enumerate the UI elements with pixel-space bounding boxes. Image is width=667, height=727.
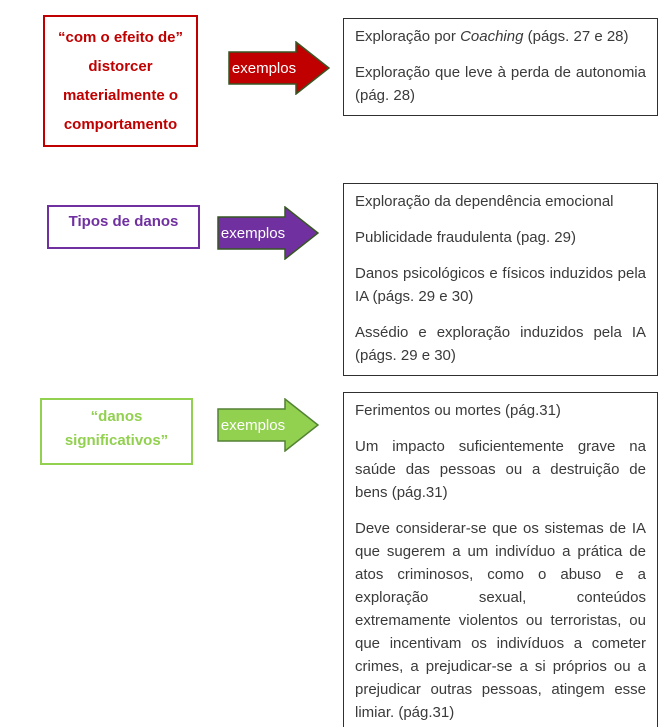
arrow-label: exemplos	[220, 224, 286, 242]
term-box-com-o-efeito-de	[43, 15, 198, 147]
exemplos-arrow-purple	[217, 206, 319, 260]
example-text	[355, 25, 646, 48]
example-text: Deve considerar-se que os sistemas de IA que sugerem a um indivíduo a prática de atos criminosos, como o abuso e a exploração sexual, conteúdos extremamente violentos ou terroristas, ou que incentivam os indivíduos a cometer crimes, a prejudicar-se a si próprios ou a prejudicar outras pessoas, atingem esse limiar. (pág.31)	[355, 520, 646, 721]
example-text-prefix: Exploração por	[355, 28, 461, 45]
exemplos-arrow-green	[217, 398, 319, 452]
arrow-label: exemplos	[231, 59, 297, 77]
term-box-label: “com o efeito de” distorcer materialmente o comportamento	[57, 29, 184, 133]
term-box-danos-significativos	[40, 398, 193, 465]
example-text: Exploração que leve à perda de autonomia (pág. 28)	[355, 64, 646, 104]
exemplos-arrow-red	[228, 41, 330, 95]
coaching-italic-text: Coaching	[460, 28, 524, 45]
examples-box-danos-significativos	[343, 392, 658, 727]
examples-box-distorcao	[343, 18, 658, 116]
examples-box-tipos-de-danos	[343, 183, 658, 376]
term-box-tipos-de-danos	[47, 205, 200, 249]
term-box-label: “danos significativos”	[64, 408, 169, 449]
term-box-label: Tipos de danos	[68, 213, 179, 230]
arrow-label: exemplos	[220, 416, 286, 434]
example-text-suffix: (págs. 27 e 28)	[523, 28, 629, 45]
example-text: Um impacto suficientemente grave na saúde das pessoas ou a destruição de bens (pág.31)	[355, 438, 646, 501]
example-text: Publicidade fraudulenta (pag. 29)	[355, 229, 576, 246]
example-text: Exploração da dependência emocional	[355, 193, 614, 210]
example-text: Assédio e exploração induzidos pela IA (págs. 29 e 30)	[355, 324, 646, 364]
example-text: Danos psicológicos e físicos induzidos pela IA (págs. 29 e 30)	[355, 265, 646, 305]
example-text: Ferimentos ou mortes (pág.31)	[355, 402, 561, 419]
